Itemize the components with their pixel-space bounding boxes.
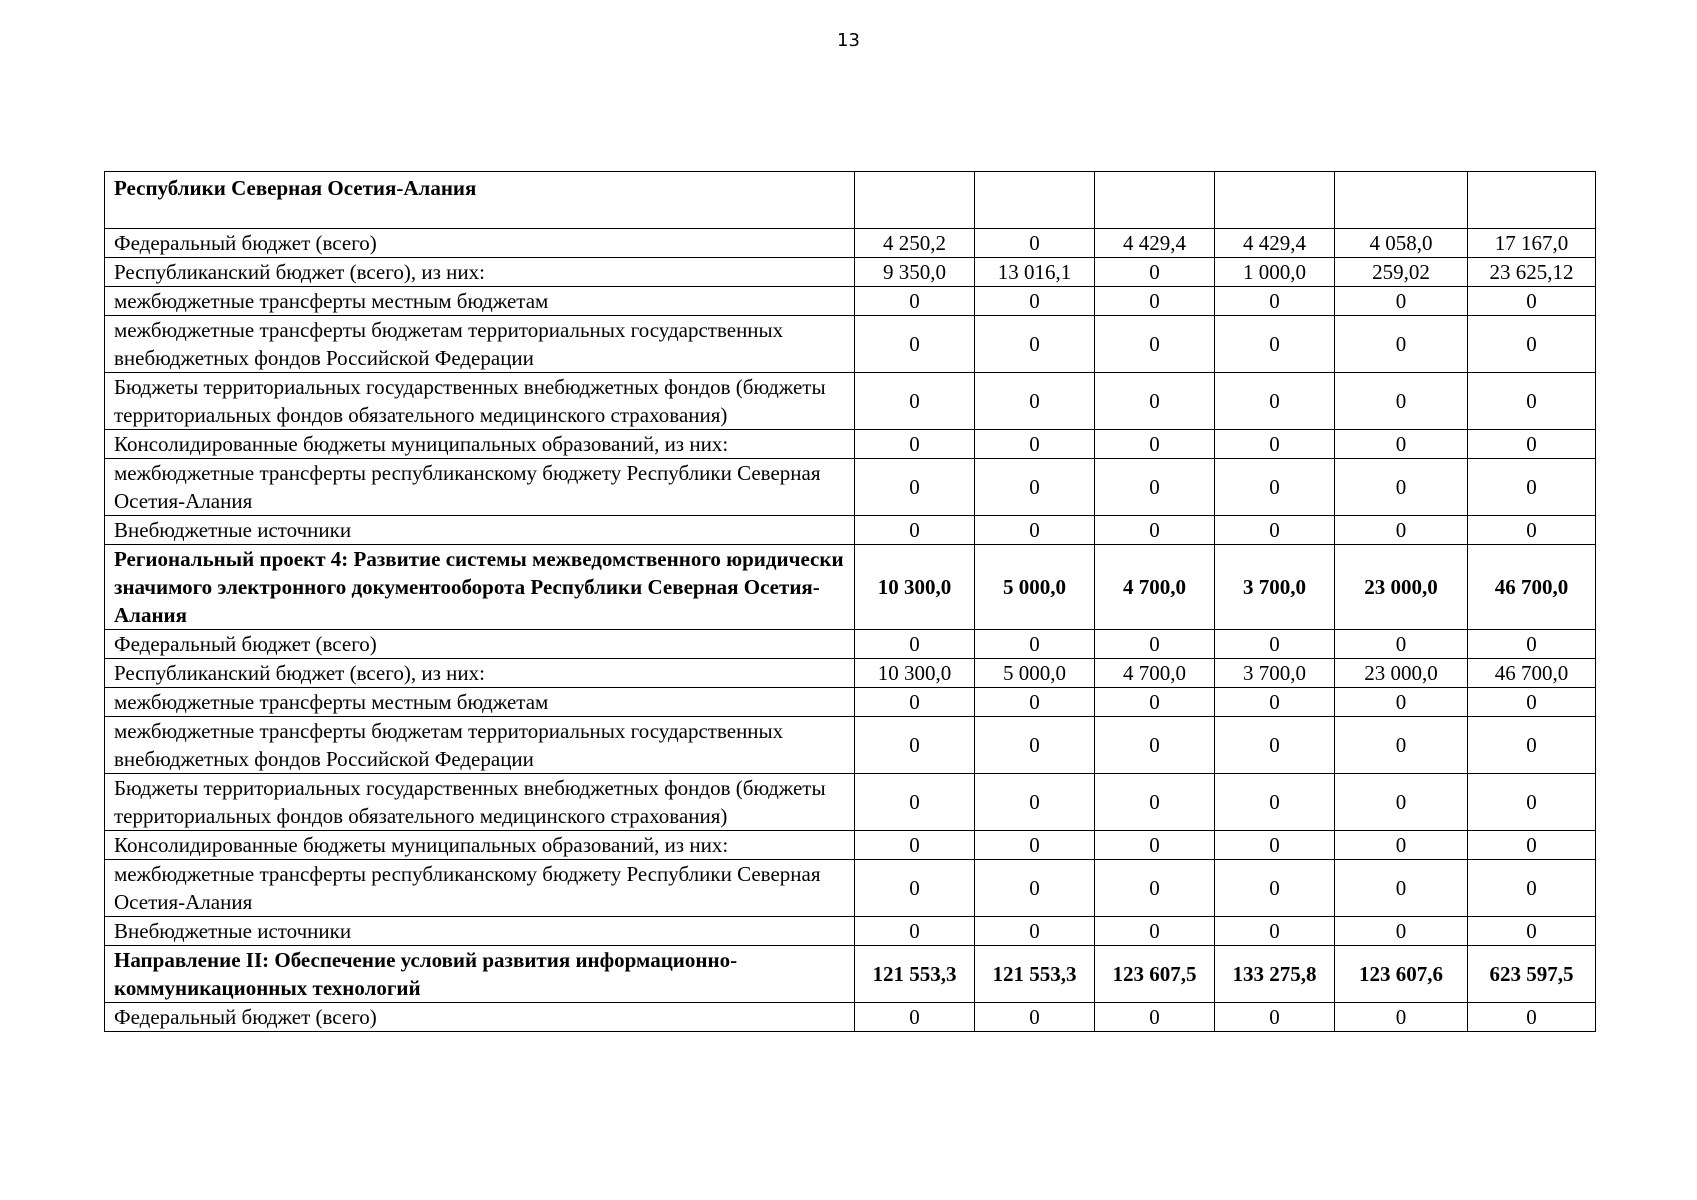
table-row — [105, 831, 1596, 860]
page-number: 13 — [837, 30, 860, 51]
value-cell: 0 — [1215, 1003, 1335, 1032]
row-label: Внебюджетные источники — [105, 917, 855, 946]
value-cell: 1 000,0 — [1215, 258, 1335, 287]
value-cell: 9 350,0 — [855, 258, 975, 287]
table-row — [105, 1003, 1596, 1032]
table-row — [105, 430, 1596, 459]
value-cell: 0 — [1215, 831, 1335, 860]
value-cell: 0 — [1468, 430, 1596, 459]
value-cell: 0 — [1468, 860, 1596, 917]
value-cell: 0 — [975, 373, 1095, 430]
value-cell: 0 — [1468, 688, 1596, 717]
value-cell: 0 — [1095, 917, 1215, 946]
table-row — [105, 316, 1596, 373]
row-label: межбюджетные трансферты местным бюджетам — [105, 688, 855, 717]
value-cell: 0 — [975, 630, 1095, 659]
value-cell: 0 — [975, 229, 1095, 258]
row-label: межбюджетные трансферты республиканскому бюджету Республики Северная Осетия-Алания — [105, 860, 855, 917]
value-cell: 0 — [855, 316, 975, 373]
value-cell: 0 — [1468, 774, 1596, 831]
value-cell: 4 429,4 — [1095, 229, 1215, 258]
value-cell: 123 607,5 — [1095, 946, 1215, 1003]
value-cell: 0 — [1335, 630, 1468, 659]
table-row — [105, 688, 1596, 717]
value-cell: 23 000,0 — [1335, 659, 1468, 688]
value-cell: 0 — [975, 717, 1095, 774]
value-cell: 0 — [1215, 860, 1335, 917]
row-label: Региональный проект 4: Развитие системы межведомственного юридически значимого электронного документооборота Республики Северная Осетия-Алания — [105, 545, 855, 630]
value-cell: 0 — [1335, 430, 1468, 459]
value-cell: 0 — [1335, 860, 1468, 917]
value-cell: 0 — [855, 430, 975, 459]
value-cell: 0 — [975, 316, 1095, 373]
value-cell: 23 000,0 — [1335, 545, 1468, 630]
value-cell: 0 — [1095, 860, 1215, 917]
value-cell: 0 — [975, 831, 1095, 860]
value-cell: 121 553,3 — [975, 946, 1095, 1003]
value-cell: 0 — [1468, 630, 1596, 659]
value-cell: 0 — [1468, 316, 1596, 373]
row-label: Республиканский бюджет (всего), из них: — [105, 258, 855, 287]
value-cell: 3 700,0 — [1215, 545, 1335, 630]
value-cell: 0 — [1215, 316, 1335, 373]
value-cell: 0 — [975, 917, 1095, 946]
value-cell: 0 — [1335, 459, 1468, 516]
row-label: межбюджетные трансферты республиканскому бюджету Республики Северная Осетия-Алания — [105, 459, 855, 516]
table-row — [105, 630, 1596, 659]
value-cell: 0 — [1335, 917, 1468, 946]
value-cell: 0 — [855, 860, 975, 917]
value-cell: 0 — [1095, 430, 1215, 459]
value-cell: 0 — [1095, 258, 1215, 287]
value-cell: 13 016,1 — [975, 258, 1095, 287]
row-label: межбюджетные трансферты бюджетам территориальных государственных внебюджетных фондов Российской Федерации — [105, 316, 855, 373]
row-label: Республиканский бюджет (всего), из них: — [105, 659, 855, 688]
value-cell: 0 — [1095, 1003, 1215, 1032]
value-cell: 0 — [1215, 459, 1335, 516]
value-cell: 4 058,0 — [1335, 229, 1468, 258]
value-cell: 0 — [855, 831, 975, 860]
value-cell: 10 300,0 — [855, 659, 975, 688]
value-cell: 123 607,6 — [1335, 946, 1468, 1003]
value-cell: 0 — [975, 516, 1095, 545]
value-cell: 0 — [975, 459, 1095, 516]
value-cell: 0 — [1335, 516, 1468, 545]
row-label: Федеральный бюджет (всего) — [105, 630, 855, 659]
value-cell: 623 597,5 — [1468, 946, 1596, 1003]
value-cell: 133 275,8 — [1215, 946, 1335, 1003]
value-cell: 0 — [1215, 516, 1335, 545]
value-cell: 0 — [1095, 688, 1215, 717]
row-label: Республики Северная Осетия-Алания — [105, 172, 855, 229]
table-body — [105, 172, 1596, 1032]
value-cell: 5 000,0 — [975, 545, 1095, 630]
value-cell: 0 — [1215, 373, 1335, 430]
value-cell: 0 — [1095, 831, 1215, 860]
table-row — [105, 917, 1596, 946]
table-row — [105, 258, 1596, 287]
value-cell: 0 — [1335, 688, 1468, 717]
value-cell: 0 — [1335, 1003, 1468, 1032]
value-cell: 0 — [975, 287, 1095, 316]
table-row — [105, 774, 1596, 831]
value-cell: 0 — [975, 688, 1095, 717]
value-cell: 0 — [855, 717, 975, 774]
value-cell: 0 — [1095, 459, 1215, 516]
value-cell — [975, 172, 1095, 229]
value-cell: 0 — [975, 430, 1095, 459]
table-row — [105, 860, 1596, 917]
value-cell: 0 — [1335, 717, 1468, 774]
value-cell: 0 — [855, 688, 975, 717]
value-cell: 0 — [1335, 831, 1468, 860]
value-cell: 0 — [1335, 287, 1468, 316]
value-cell: 0 — [1095, 516, 1215, 545]
budget-table — [104, 171, 1596, 1032]
value-cell: 0 — [855, 287, 975, 316]
table-row — [105, 459, 1596, 516]
value-cell: 0 — [855, 373, 975, 430]
value-cell: 10 300,0 — [855, 545, 975, 630]
value-cell: 46 700,0 — [1468, 659, 1596, 688]
value-cell: 0 — [1468, 1003, 1596, 1032]
table-row — [105, 545, 1596, 630]
value-cell — [855, 172, 975, 229]
value-cell: 4 700,0 — [1095, 545, 1215, 630]
row-label: Консолидированные бюджеты муниципальных образований, из них: — [105, 430, 855, 459]
value-cell: 4 700,0 — [1095, 659, 1215, 688]
value-cell: 17 167,0 — [1468, 229, 1596, 258]
row-label: Бюджеты территориальных государственных внебюджетных фондов (бюджеты территориальных фондов обязательного медицинского страхования) — [105, 774, 855, 831]
value-cell: 0 — [1215, 430, 1335, 459]
value-cell: 0 — [1095, 316, 1215, 373]
row-label: Бюджеты территориальных государственных внебюджетных фондов (бюджеты территориальных фондов обязательного медицинского страхования) — [105, 373, 855, 430]
table-row — [105, 229, 1596, 258]
value-cell — [1468, 172, 1596, 229]
value-cell — [1095, 172, 1215, 229]
value-cell: 121 553,3 — [855, 946, 975, 1003]
value-cell: 46 700,0 — [1468, 545, 1596, 630]
table-row — [105, 659, 1596, 688]
value-cell — [1215, 172, 1335, 229]
row-label: Внебюджетные источники — [105, 516, 855, 545]
value-cell: 0 — [975, 774, 1095, 831]
table-row — [105, 516, 1596, 545]
value-cell: 0 — [1468, 917, 1596, 946]
value-cell: 0 — [1215, 774, 1335, 831]
value-cell: 0 — [1095, 774, 1215, 831]
value-cell: 0 — [1335, 373, 1468, 430]
value-cell: 4 429,4 — [1215, 229, 1335, 258]
value-cell — [1335, 172, 1468, 229]
value-cell: 0 — [1468, 287, 1596, 316]
row-label: Направление II: Обеспечение условий развития информационно-коммуникационных технологий — [105, 946, 855, 1003]
value-cell: 0 — [1335, 316, 1468, 373]
value-cell: 259,02 — [1335, 258, 1468, 287]
value-cell: 0 — [855, 630, 975, 659]
table-row — [105, 172, 1596, 229]
table-row — [105, 373, 1596, 430]
table-row — [105, 287, 1596, 316]
value-cell: 0 — [1468, 373, 1596, 430]
value-cell: 0 — [1215, 630, 1335, 659]
value-cell: 0 — [1095, 287, 1215, 316]
value-cell: 0 — [1215, 717, 1335, 774]
value-cell: 0 — [1215, 917, 1335, 946]
value-cell: 0 — [1468, 717, 1596, 774]
value-cell: 0 — [1095, 373, 1215, 430]
value-cell: 0 — [855, 516, 975, 545]
value-cell: 23 625,12 — [1468, 258, 1596, 287]
row-label: межбюджетные трансферты местным бюджетам — [105, 287, 855, 316]
value-cell: 0 — [1095, 630, 1215, 659]
value-cell: 0 — [1215, 287, 1335, 316]
row-label: межбюджетные трансферты бюджетам территориальных государственных внебюджетных фондов Российской Федерации — [105, 717, 855, 774]
value-cell: 0 — [975, 860, 1095, 917]
value-cell: 0 — [1335, 774, 1468, 831]
value-cell: 0 — [1468, 516, 1596, 545]
value-cell: 0 — [855, 459, 975, 516]
value-cell: 3 700,0 — [1215, 659, 1335, 688]
value-cell: 0 — [1468, 459, 1596, 516]
value-cell: 0 — [975, 1003, 1095, 1032]
value-cell: 0 — [1095, 717, 1215, 774]
value-cell: 0 — [855, 1003, 975, 1032]
value-cell: 4 250,2 — [855, 229, 975, 258]
value-cell: 0 — [855, 917, 975, 946]
value-cell: 0 — [1215, 688, 1335, 717]
value-cell: 5 000,0 — [975, 659, 1095, 688]
row-label: Федеральный бюджет (всего) — [105, 1003, 855, 1032]
row-label: Федеральный бюджет (всего) — [105, 229, 855, 258]
row-label: Консолидированные бюджеты муниципальных образований, из них: — [105, 831, 855, 860]
table-row — [105, 946, 1596, 1003]
value-cell: 0 — [855, 774, 975, 831]
table-row — [105, 717, 1596, 774]
value-cell: 0 — [1468, 831, 1596, 860]
